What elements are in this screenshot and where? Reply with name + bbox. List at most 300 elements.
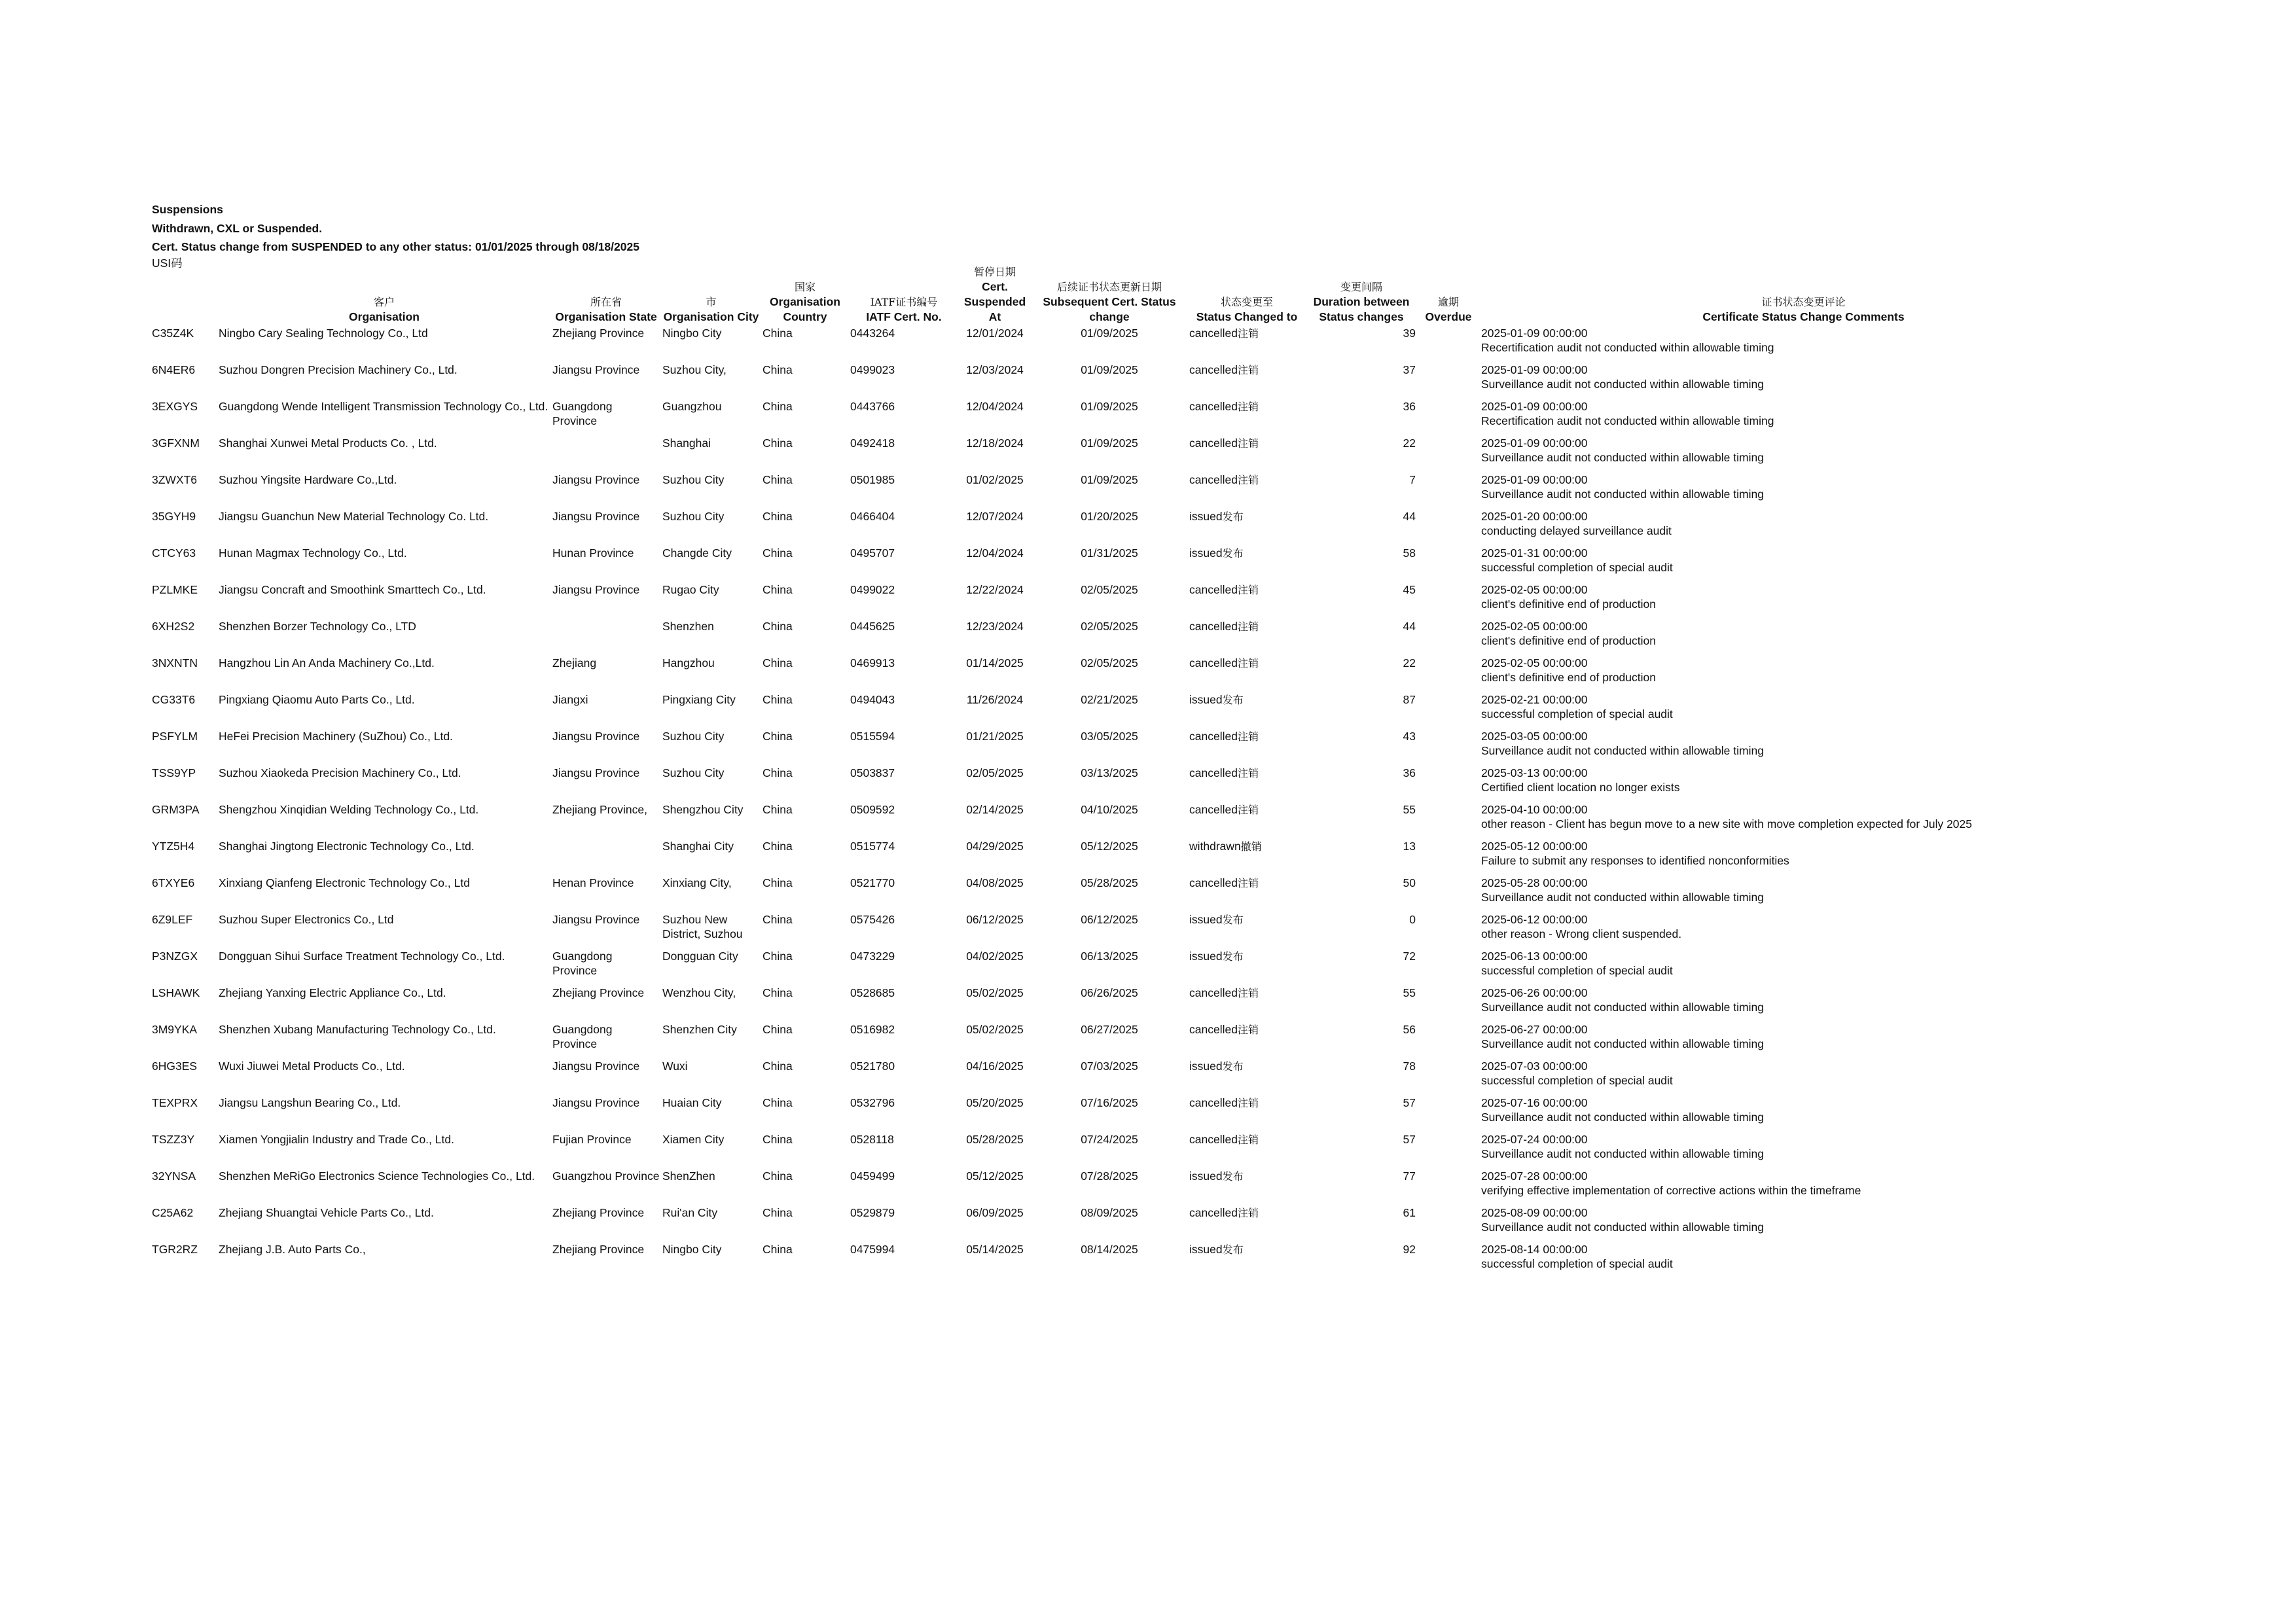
cell-overdue bbox=[1418, 1169, 1481, 1205]
cell-status-changed-to bbox=[1189, 949, 1307, 986]
status-label: cancelled bbox=[1189, 1022, 1238, 1036]
status-label-cn: 注销 bbox=[1237, 400, 1259, 413]
cell-overdue bbox=[1418, 912, 1481, 949]
cell-duration: 61 bbox=[1403, 1205, 1416, 1219]
status-label: cancelled bbox=[1189, 729, 1238, 743]
comment-date: 2025-02-05 00:00:00 bbox=[1481, 656, 1588, 669]
cell-cert-no: 0515774 bbox=[850, 839, 895, 853]
cell-organisation: Pingxiang Qiaomu Auto Parts Co., Ltd. bbox=[219, 692, 415, 706]
cell-city: Wenzhou City, bbox=[662, 986, 736, 999]
col-header-cert-no: IATF证书编号 IATF Cert. No. bbox=[866, 295, 942, 323]
cell-duration: 55 bbox=[1403, 802, 1416, 816]
cell-country: China bbox=[762, 473, 793, 486]
col-header-usi bbox=[152, 264, 219, 326]
status-label: cancelled bbox=[1189, 876, 1238, 889]
cell-suspended-at: 12/04/2024 bbox=[966, 546, 1024, 560]
cell-country: China bbox=[762, 399, 793, 413]
cell-country: China bbox=[762, 656, 793, 669]
cell-state: Zhejiang Province bbox=[552, 1205, 645, 1219]
cell-overdue bbox=[1418, 582, 1481, 619]
cell-status-changed-to bbox=[1189, 1169, 1307, 1205]
table-row bbox=[152, 473, 2128, 509]
cell-status-changed-to bbox=[1189, 802, 1307, 839]
cell-suspended-at: 01/21/2025 bbox=[966, 729, 1024, 743]
cell-usi: TGR2RZ bbox=[152, 1242, 198, 1256]
cell-country: China bbox=[762, 1169, 793, 1183]
cell-state: Jiangxi bbox=[552, 692, 588, 706]
cell-overdue bbox=[1418, 656, 1481, 692]
cell-organisation: Suzhou Yingsite Hardware Co.,Ltd. bbox=[219, 473, 397, 486]
cell-city: Wuxi bbox=[662, 1059, 688, 1073]
cell-suspended-at: 05/02/2025 bbox=[966, 1022, 1024, 1036]
cell-city: Guangzhou bbox=[662, 399, 722, 413]
cell-comments bbox=[1481, 986, 2128, 1022]
cell-city: Xiamen City bbox=[662, 1132, 725, 1146]
cell-country: China bbox=[762, 986, 793, 999]
cell-organisation: Shenzhen MeRiGo Electronics Science Technologies Co., Ltd. bbox=[219, 1169, 535, 1183]
table-row bbox=[152, 1169, 2128, 1205]
comment-text: client's definitive end of production bbox=[1481, 633, 1656, 647]
cell-state: Jiangsu Province bbox=[552, 766, 640, 779]
cell-suspended-at: 05/12/2025 bbox=[966, 1169, 1024, 1183]
comment-date: 2025-02-05 00:00:00 bbox=[1481, 582, 1588, 596]
cell-subsequent-change: 07/28/2025 bbox=[1081, 1169, 1138, 1183]
col-header-suspended-at: 暂停日期 Cert. Suspended At bbox=[963, 265, 1026, 323]
cell-comments bbox=[1481, 839, 2128, 876]
comment-text: successful completion of special audit bbox=[1481, 560, 1673, 574]
cell-overdue bbox=[1418, 1132, 1481, 1169]
cell-usi: CG33T6 bbox=[152, 692, 196, 706]
cell-cert-no: 0445625 bbox=[850, 619, 895, 633]
cell-usi: PSFYLM bbox=[152, 729, 198, 743]
cell-country: China bbox=[762, 876, 793, 889]
cell-duration: 57 bbox=[1403, 1096, 1416, 1109]
cell-country: China bbox=[762, 1205, 793, 1219]
cell-suspended-at: 11/26/2024 bbox=[966, 692, 1024, 706]
comment-date: 2025-07-24 00:00:00 bbox=[1481, 1132, 1588, 1146]
cell-state: Jiangsu Province bbox=[552, 1059, 640, 1073]
status-label-cn: 发布 bbox=[1222, 510, 1244, 523]
cell-cert-no: 0575426 bbox=[850, 912, 895, 926]
status-label: cancelled bbox=[1189, 326, 1238, 340]
cell-overdue bbox=[1418, 326, 1481, 363]
comment-text: Surveillance audit not conducted within allowable timing bbox=[1481, 1037, 1764, 1050]
cell-usi: 3GFXNM bbox=[152, 436, 200, 450]
cell-subsequent-change: 04/10/2025 bbox=[1081, 802, 1138, 816]
status-label: issued bbox=[1189, 546, 1223, 560]
cell-usi: CTCY63 bbox=[152, 546, 196, 560]
status-label-cn: 发布 bbox=[1222, 546, 1244, 560]
cell-duration: 58 bbox=[1403, 546, 1416, 560]
cell-organisation: Zhejiang Shuangtai Vehicle Parts Co., Ltd. bbox=[219, 1205, 434, 1219]
cell-subsequent-change: 01/09/2025 bbox=[1081, 399, 1138, 413]
cell-usi: C25A62 bbox=[152, 1205, 194, 1219]
cell-cert-no: 0495707 bbox=[850, 546, 895, 560]
cell-state: Zhejiang Province bbox=[552, 986, 645, 999]
cell-subsequent-change: 07/16/2025 bbox=[1081, 1096, 1138, 1109]
comment-date: 2025-05-12 00:00:00 bbox=[1481, 839, 1588, 853]
cell-subsequent-change: 01/09/2025 bbox=[1081, 363, 1138, 376]
cell-organisation: Wuxi Jiuwei Metal Products Co., Ltd. bbox=[219, 1059, 405, 1073]
cell-duration: 44 bbox=[1403, 619, 1416, 633]
table-row bbox=[152, 1059, 2128, 1096]
comment-text: Surveillance audit not conducted within allowable timing bbox=[1481, 890, 1764, 904]
cell-usi: GRM3PA bbox=[152, 802, 200, 816]
cell-cert-no: 0494043 bbox=[850, 692, 895, 706]
report-subtitle: Withdrawn, CXL or Suspended. bbox=[152, 221, 323, 235]
cell-cert-no: 0528685 bbox=[850, 986, 895, 999]
cell-organisation: Zhejiang J.B. Auto Parts Co., bbox=[219, 1242, 366, 1256]
cell-usi: C35Z4K bbox=[152, 326, 194, 340]
table-row bbox=[152, 1096, 2128, 1132]
cell-usi: PZLMKE bbox=[152, 582, 198, 596]
cell-overdue bbox=[1418, 1096, 1481, 1132]
cell-subsequent-change: 05/12/2025 bbox=[1081, 839, 1138, 853]
col-header-status-changed-to: 状态变更至 Status Changed to bbox=[1196, 295, 1298, 323]
cell-overdue bbox=[1418, 509, 1481, 546]
cell-comments bbox=[1481, 1242, 2128, 1279]
status-label-cn: 发布 bbox=[1222, 693, 1244, 706]
cell-organisation: Guangdong Wende Intelligent Transmission Technology Co., Ltd. bbox=[219, 399, 548, 413]
cell-cert-no: 0459499 bbox=[850, 1169, 895, 1183]
cell-cert-no: 0509592 bbox=[850, 802, 895, 816]
cell-state: Zhejiang bbox=[552, 656, 597, 669]
cell-cert-no: 0529879 bbox=[850, 1205, 895, 1219]
cell-suspended-at: 05/20/2025 bbox=[966, 1096, 1024, 1109]
cell-country: China bbox=[762, 619, 793, 633]
table-row bbox=[152, 656, 2128, 692]
cell-suspended-at: 04/02/2025 bbox=[966, 949, 1024, 963]
cell-overdue bbox=[1418, 363, 1481, 399]
status-label-cn: 注销 bbox=[1237, 876, 1259, 889]
status-label: cancelled bbox=[1189, 436, 1238, 450]
cell-suspended-at: 05/28/2025 bbox=[966, 1132, 1024, 1146]
cell-subsequent-change: 02/21/2025 bbox=[1081, 692, 1138, 706]
report-title: Suspensions bbox=[152, 203, 223, 216]
cell-duration: 72 bbox=[1403, 949, 1416, 963]
cell-status-changed-to bbox=[1189, 546, 1307, 582]
cell-state: Jiangsu Province bbox=[552, 729, 640, 743]
col-header-organisation: 客户 Organisation bbox=[349, 295, 420, 323]
cell-overdue bbox=[1418, 802, 1481, 839]
cell-state: Guangdong Province bbox=[552, 1022, 613, 1050]
status-label: cancelled bbox=[1189, 582, 1238, 596]
status-label: cancelled bbox=[1189, 1205, 1238, 1219]
cell-usi: 6Z9LEF bbox=[152, 912, 193, 926]
cell-status-changed-to bbox=[1189, 692, 1307, 729]
cell-usi: 6N4ER6 bbox=[152, 363, 196, 376]
cell-overdue bbox=[1418, 436, 1481, 473]
cell-subsequent-change: 05/28/2025 bbox=[1081, 876, 1138, 889]
cell-state: Zhejiang Province, bbox=[552, 802, 647, 816]
table-header-row bbox=[152, 264, 2128, 326]
cell-duration: 77 bbox=[1403, 1169, 1416, 1183]
cell-cert-no: 0473229 bbox=[850, 949, 895, 963]
cell-comments bbox=[1481, 1132, 2128, 1169]
cell-status-changed-to bbox=[1189, 729, 1307, 766]
cell-comments bbox=[1481, 1169, 2128, 1205]
cell-country: China bbox=[762, 363, 793, 376]
cell-comments bbox=[1481, 729, 2128, 766]
cell-city: Pingxiang City bbox=[662, 692, 736, 706]
comment-text: Surveillance audit not conducted within allowable timing bbox=[1481, 1147, 1764, 1160]
cell-overdue bbox=[1418, 619, 1481, 656]
cell-state: Zhejiang Province bbox=[552, 326, 645, 340]
comment-text: other reason - Wrong client suspended. bbox=[1481, 927, 1682, 940]
cell-subsequent-change: 06/13/2025 bbox=[1081, 949, 1138, 963]
cell-subsequent-change: 02/05/2025 bbox=[1081, 582, 1138, 596]
col-header-comments: 证书状态变更评论 Certificate Status Change Comments bbox=[1702, 295, 1905, 323]
cell-organisation: Shenzhen Borzer Technology Co., LTD bbox=[219, 619, 416, 633]
cell-organisation: HeFei Precision Machinery (SuZhou) Co., Ltd. bbox=[219, 729, 453, 743]
status-label-cn: 注销 bbox=[1237, 766, 1259, 779]
cell-subsequent-change: 03/05/2025 bbox=[1081, 729, 1138, 743]
cell-country: China bbox=[762, 326, 793, 340]
cell-city: Suzhou City bbox=[662, 509, 725, 523]
status-label: cancelled bbox=[1189, 986, 1238, 999]
table-row bbox=[152, 986, 2128, 1022]
cell-duration: 36 bbox=[1403, 766, 1416, 779]
cell-status-changed-to bbox=[1189, 912, 1307, 949]
cell-overdue bbox=[1418, 839, 1481, 876]
status-label-cn: 注销 bbox=[1237, 583, 1259, 596]
cell-comments bbox=[1481, 509, 2128, 546]
status-label: issued bbox=[1189, 949, 1223, 963]
comment-text: successful completion of special audit bbox=[1481, 1257, 1673, 1270]
cell-state: Zhejiang Province bbox=[552, 1242, 645, 1256]
cell-usi: 3M9YKA bbox=[152, 1022, 198, 1036]
cell-usi: TSS9YP bbox=[152, 766, 196, 779]
cell-comments bbox=[1481, 766, 2128, 802]
cell-organisation: Shanghai Xunwei Metal Products Co. , Ltd. bbox=[219, 436, 437, 450]
table-row bbox=[152, 876, 2128, 912]
status-label-cn: 注销 bbox=[1237, 473, 1259, 486]
comment-text: verifying effective implementation of corrective actions within the timeframe bbox=[1481, 1183, 1861, 1197]
status-label: issued bbox=[1189, 1169, 1223, 1183]
status-label-cn: 注销 bbox=[1237, 730, 1259, 743]
cell-country: China bbox=[762, 1096, 793, 1109]
status-label: issued bbox=[1189, 692, 1223, 706]
comment-date: 2025-07-28 00:00:00 bbox=[1481, 1169, 1588, 1183]
cell-city: Xinxiang City, bbox=[662, 876, 732, 889]
cell-country: China bbox=[762, 1242, 793, 1256]
status-label-cn: 发布 bbox=[1222, 1169, 1244, 1183]
cell-organisation: Suzhou Dongren Precision Machinery Co., Ltd. bbox=[219, 363, 457, 376]
cell-duration: 50 bbox=[1403, 876, 1416, 889]
cell-cert-no: 0499023 bbox=[850, 363, 895, 376]
cell-state: Hunan Province bbox=[552, 546, 634, 560]
cell-overdue bbox=[1418, 986, 1481, 1022]
cell-city: Shanghai City bbox=[662, 839, 734, 853]
cell-comments bbox=[1481, 619, 2128, 656]
comment-date: 2025-02-21 00:00:00 bbox=[1481, 692, 1588, 706]
cell-state bbox=[552, 619, 662, 656]
status-label: cancelled bbox=[1189, 1096, 1238, 1109]
cell-subsequent-change: 08/09/2025 bbox=[1081, 1205, 1138, 1219]
cell-usi: P3NZGX bbox=[152, 949, 198, 963]
cell-cert-no: 0515594 bbox=[850, 729, 895, 743]
cell-status-changed-to bbox=[1189, 399, 1307, 436]
cell-state: Guangdong Province bbox=[552, 399, 613, 427]
cell-city: Suzhou City bbox=[662, 766, 725, 779]
table-row bbox=[152, 912, 2128, 949]
cell-cert-no: 0466404 bbox=[850, 509, 895, 523]
cell-duration: 36 bbox=[1403, 399, 1416, 413]
status-label: issued bbox=[1189, 509, 1223, 523]
cell-usi: YTZ5H4 bbox=[152, 839, 195, 853]
cell-suspended-at: 04/08/2025 bbox=[966, 876, 1024, 889]
comment-text: successful completion of special audit bbox=[1481, 707, 1673, 721]
comment-text: Surveillance audit not conducted within allowable timing bbox=[1481, 450, 1764, 464]
table-row bbox=[152, 692, 2128, 729]
col-header-city: 市 Organisation City bbox=[663, 295, 759, 323]
cell-overdue bbox=[1418, 766, 1481, 802]
status-label: issued bbox=[1189, 912, 1223, 926]
comment-text: client's definitive end of production bbox=[1481, 670, 1656, 684]
cell-status-changed-to bbox=[1189, 1205, 1307, 1242]
status-label: withdrawn bbox=[1189, 839, 1241, 853]
cell-country: China bbox=[762, 1022, 793, 1036]
cell-subsequent-change: 06/27/2025 bbox=[1081, 1022, 1138, 1036]
report-page bbox=[152, 200, 2128, 1279]
cell-country: China bbox=[762, 1132, 793, 1146]
cell-city: Shengzhou City bbox=[662, 802, 744, 816]
status-label-cn: 注销 bbox=[1237, 1133, 1259, 1146]
status-label: cancelled bbox=[1189, 619, 1238, 633]
cell-country: China bbox=[762, 729, 793, 743]
cell-organisation: Ningbo Cary Sealing Technology Co., Ltd bbox=[219, 326, 428, 340]
cell-suspended-at: 06/12/2025 bbox=[966, 912, 1024, 926]
cell-cert-no: 0443766 bbox=[850, 399, 895, 413]
cell-status-changed-to bbox=[1189, 473, 1307, 509]
status-label: cancelled bbox=[1189, 473, 1238, 486]
comment-date: 2025-01-20 00:00:00 bbox=[1481, 509, 1588, 523]
cell-cert-no: 0501985 bbox=[850, 473, 895, 486]
table-row bbox=[152, 619, 2128, 656]
status-label-cn: 注销 bbox=[1237, 620, 1259, 633]
cell-suspended-at: 01/02/2025 bbox=[966, 473, 1024, 486]
cell-status-changed-to bbox=[1189, 1132, 1307, 1169]
table-row bbox=[152, 729, 2128, 766]
cell-comments bbox=[1481, 1022, 2128, 1059]
cell-duration: 55 bbox=[1403, 986, 1416, 999]
cell-state bbox=[552, 436, 662, 473]
cell-usi: 32YNSA bbox=[152, 1169, 196, 1183]
cell-city: Suzhou City bbox=[662, 473, 725, 486]
cell-state: Jiangsu Province bbox=[552, 473, 640, 486]
comment-text: Surveillance audit not conducted within allowable timing bbox=[1481, 1000, 1764, 1014]
cell-comments bbox=[1481, 399, 2128, 436]
table-row bbox=[152, 766, 2128, 802]
cell-country: China bbox=[762, 949, 793, 963]
cell-cert-no: 0528118 bbox=[850, 1132, 894, 1146]
cell-duration: 44 bbox=[1403, 509, 1416, 523]
cell-status-changed-to bbox=[1189, 509, 1307, 546]
comment-date: 2025-07-16 00:00:00 bbox=[1481, 1096, 1588, 1109]
status-label-cn: 注销 bbox=[1237, 803, 1259, 816]
status-label-cn: 注销 bbox=[1237, 656, 1259, 669]
col-header-overdue: 逾期 Overdue bbox=[1425, 295, 1472, 323]
comment-date: 2025-01-09 00:00:00 bbox=[1481, 326, 1588, 340]
cell-comments bbox=[1481, 656, 2128, 692]
cell-subsequent-change: 01/09/2025 bbox=[1081, 326, 1138, 340]
cell-duration: 87 bbox=[1403, 692, 1416, 706]
cell-duration: 22 bbox=[1403, 656, 1416, 669]
cell-city: Huaian City bbox=[662, 1096, 722, 1109]
cell-organisation: Jiangsu Langshun Bearing Co., Ltd. bbox=[219, 1096, 401, 1109]
cell-duration: 0 bbox=[1409, 912, 1416, 926]
cell-comments bbox=[1481, 582, 2128, 619]
cell-city: Rui'an City bbox=[662, 1205, 718, 1219]
comment-text: client's definitive end of production bbox=[1481, 597, 1656, 611]
cell-status-changed-to bbox=[1189, 656, 1307, 692]
table-row bbox=[152, 326, 2128, 363]
cell-suspended-at: 05/14/2025 bbox=[966, 1242, 1024, 1256]
cell-duration: 57 bbox=[1403, 1132, 1416, 1146]
cell-subsequent-change: 01/31/2025 bbox=[1081, 546, 1138, 560]
cell-usi: 6HG3ES bbox=[152, 1059, 198, 1073]
comment-date: 2025-01-09 00:00:00 bbox=[1481, 436, 1588, 450]
cell-city: Shanghai bbox=[662, 436, 711, 450]
table-row bbox=[152, 1242, 2128, 1279]
cell-overdue bbox=[1418, 692, 1481, 729]
cell-organisation: Jiangsu Concraft and Smoothink Smarttech Co., Ltd. bbox=[219, 582, 486, 596]
cell-subsequent-change: 01/09/2025 bbox=[1081, 436, 1138, 450]
cell-status-changed-to bbox=[1189, 619, 1307, 656]
cell-country: China bbox=[762, 509, 793, 523]
cell-subsequent-change: 06/12/2025 bbox=[1081, 912, 1138, 926]
cell-suspended-at: 12/18/2024 bbox=[966, 436, 1024, 450]
cell-cert-no: 0469913 bbox=[850, 656, 895, 669]
cell-city: Suzhou City, bbox=[662, 363, 726, 376]
cell-comments bbox=[1481, 326, 2128, 363]
cell-comments bbox=[1481, 692, 2128, 729]
report-criteria: Cert. Status change from SUSPENDED to any other status: 01/01/2025 through 08/18/2025 bbox=[152, 240, 639, 253]
cell-state: Guangzhou Province bbox=[552, 1169, 660, 1183]
cell-organisation: Zhejiang Yanxing Electric Appliance Co., Ltd. bbox=[219, 986, 446, 999]
status-label-cn: 注销 bbox=[1237, 1096, 1259, 1109]
cell-state: Jiangsu Province bbox=[552, 582, 640, 596]
cell-comments bbox=[1481, 1096, 2128, 1132]
cell-comments bbox=[1481, 436, 2128, 473]
cell-suspended-at: 01/14/2025 bbox=[966, 656, 1024, 669]
cell-city: ShenZhen bbox=[662, 1169, 715, 1183]
cell-overdue bbox=[1418, 1022, 1481, 1059]
cell-overdue bbox=[1418, 399, 1481, 436]
cell-country: China bbox=[762, 436, 793, 450]
cell-overdue bbox=[1418, 473, 1481, 509]
status-label-cn: 发布 bbox=[1222, 913, 1244, 926]
status-label-cn: 注销 bbox=[1237, 327, 1259, 340]
cell-organisation: Shengzhou Xinqidian Welding Technology Co., Ltd. bbox=[219, 802, 479, 816]
table-row bbox=[152, 1022, 2128, 1059]
cell-usi: 6XH2S2 bbox=[152, 619, 195, 633]
cell-overdue bbox=[1418, 546, 1481, 582]
cell-status-changed-to bbox=[1189, 986, 1307, 1022]
col-header-state: 所在省 Organisation State bbox=[555, 295, 657, 323]
comment-date: 2025-08-09 00:00:00 bbox=[1481, 1205, 1588, 1219]
cell-comments bbox=[1481, 1059, 2128, 1096]
comment-date: 2025-01-31 00:00:00 bbox=[1481, 546, 1588, 560]
cell-cert-no: 0532796 bbox=[850, 1096, 895, 1109]
cell-country: China bbox=[762, 582, 793, 596]
comment-text: Surveillance audit not conducted within allowable timing bbox=[1481, 743, 1764, 757]
cell-state bbox=[552, 839, 662, 876]
cell-subsequent-change: 03/13/2025 bbox=[1081, 766, 1138, 779]
cell-status-changed-to bbox=[1189, 363, 1307, 399]
comment-date: 2025-01-09 00:00:00 bbox=[1481, 399, 1588, 413]
table-row bbox=[152, 509, 2128, 546]
